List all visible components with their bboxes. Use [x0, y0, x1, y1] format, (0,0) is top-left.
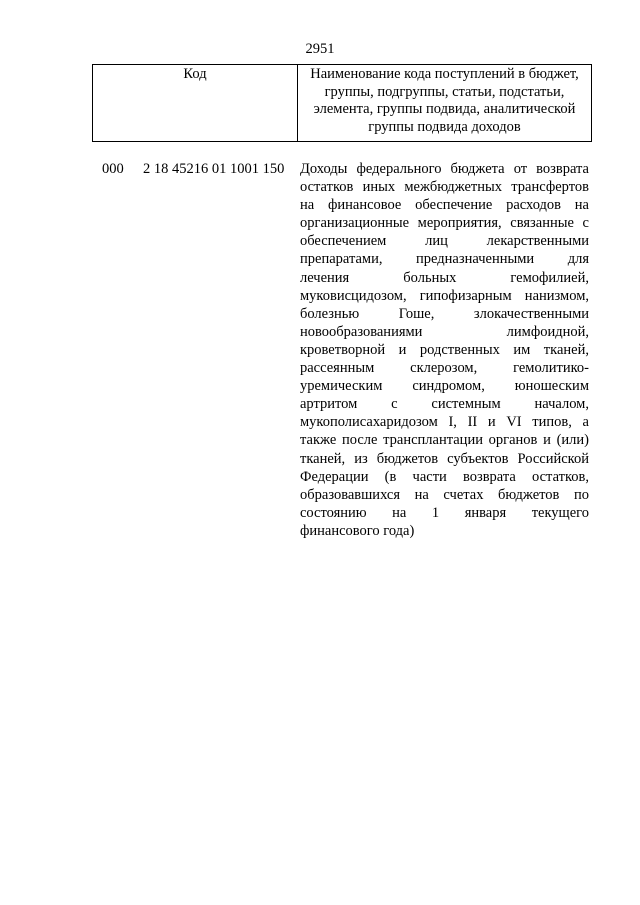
description-line: Доходы федерального бюджета от возврата: [300, 161, 589, 177]
description-line: мукополисахаридозом I, II и VI типов, а: [300, 414, 589, 431]
header-name-cell: Наименование кода поступлений в бюджет, группы, подгруппы, статьи, подстатьи, элемента, группы подвида, аналитической группы подвида доходов: [310, 66, 579, 135]
description-line: состоянию на 1 января текущего: [300, 504, 589, 521]
revenue-description: [300, 160, 589, 540]
description-line: финансового года): [300, 522, 415, 539]
description-line: остатков иных межбюджетных трансфертов: [300, 179, 589, 196]
page-number: 2951: [305, 41, 335, 57]
description-line: также после трансплантации органов и (или): [300, 432, 589, 449]
description-line: уремическим синдромом, юношеским: [300, 378, 589, 395]
description-line: образовавшихся на счетах бюджетов по: [300, 486, 589, 503]
description-line: рассеянным склерозом, гемолитико-: [300, 360, 589, 377]
description-line: болезнью Гоше, злокачественными: [300, 305, 589, 322]
description-line: тканей, из бюджетов субъектов Российской: [300, 450, 589, 467]
description-line: лечения больных гемофилией,: [300, 269, 589, 286]
description-line: на финансовое обеспечение расходов на: [300, 197, 589, 214]
revenue-code: 2 18 45216 01 1001 150: [143, 161, 285, 177]
description-line: обеспечением лиц лекарственными: [300, 233, 589, 250]
description-line: препаратами, предназначенными для: [300, 251, 589, 268]
description-line: муковисцидозом, гипофизарным нанизмом,: [300, 287, 589, 304]
description-line: организационные мероприятия, связанные с: [300, 215, 589, 232]
description-line: артритом с системным началом,: [300, 396, 589, 413]
description-line: новообразованиями лимфоидной,: [300, 323, 589, 340]
admin-code: 000: [102, 161, 124, 177]
table-header: [92, 64, 592, 142]
description-line: Федерации (в части возврата остатков,: [300, 468, 589, 485]
header-code-cell: Код: [93, 65, 298, 141]
description-line: кроветворной и родственных им тканей,: [300, 341, 589, 358]
